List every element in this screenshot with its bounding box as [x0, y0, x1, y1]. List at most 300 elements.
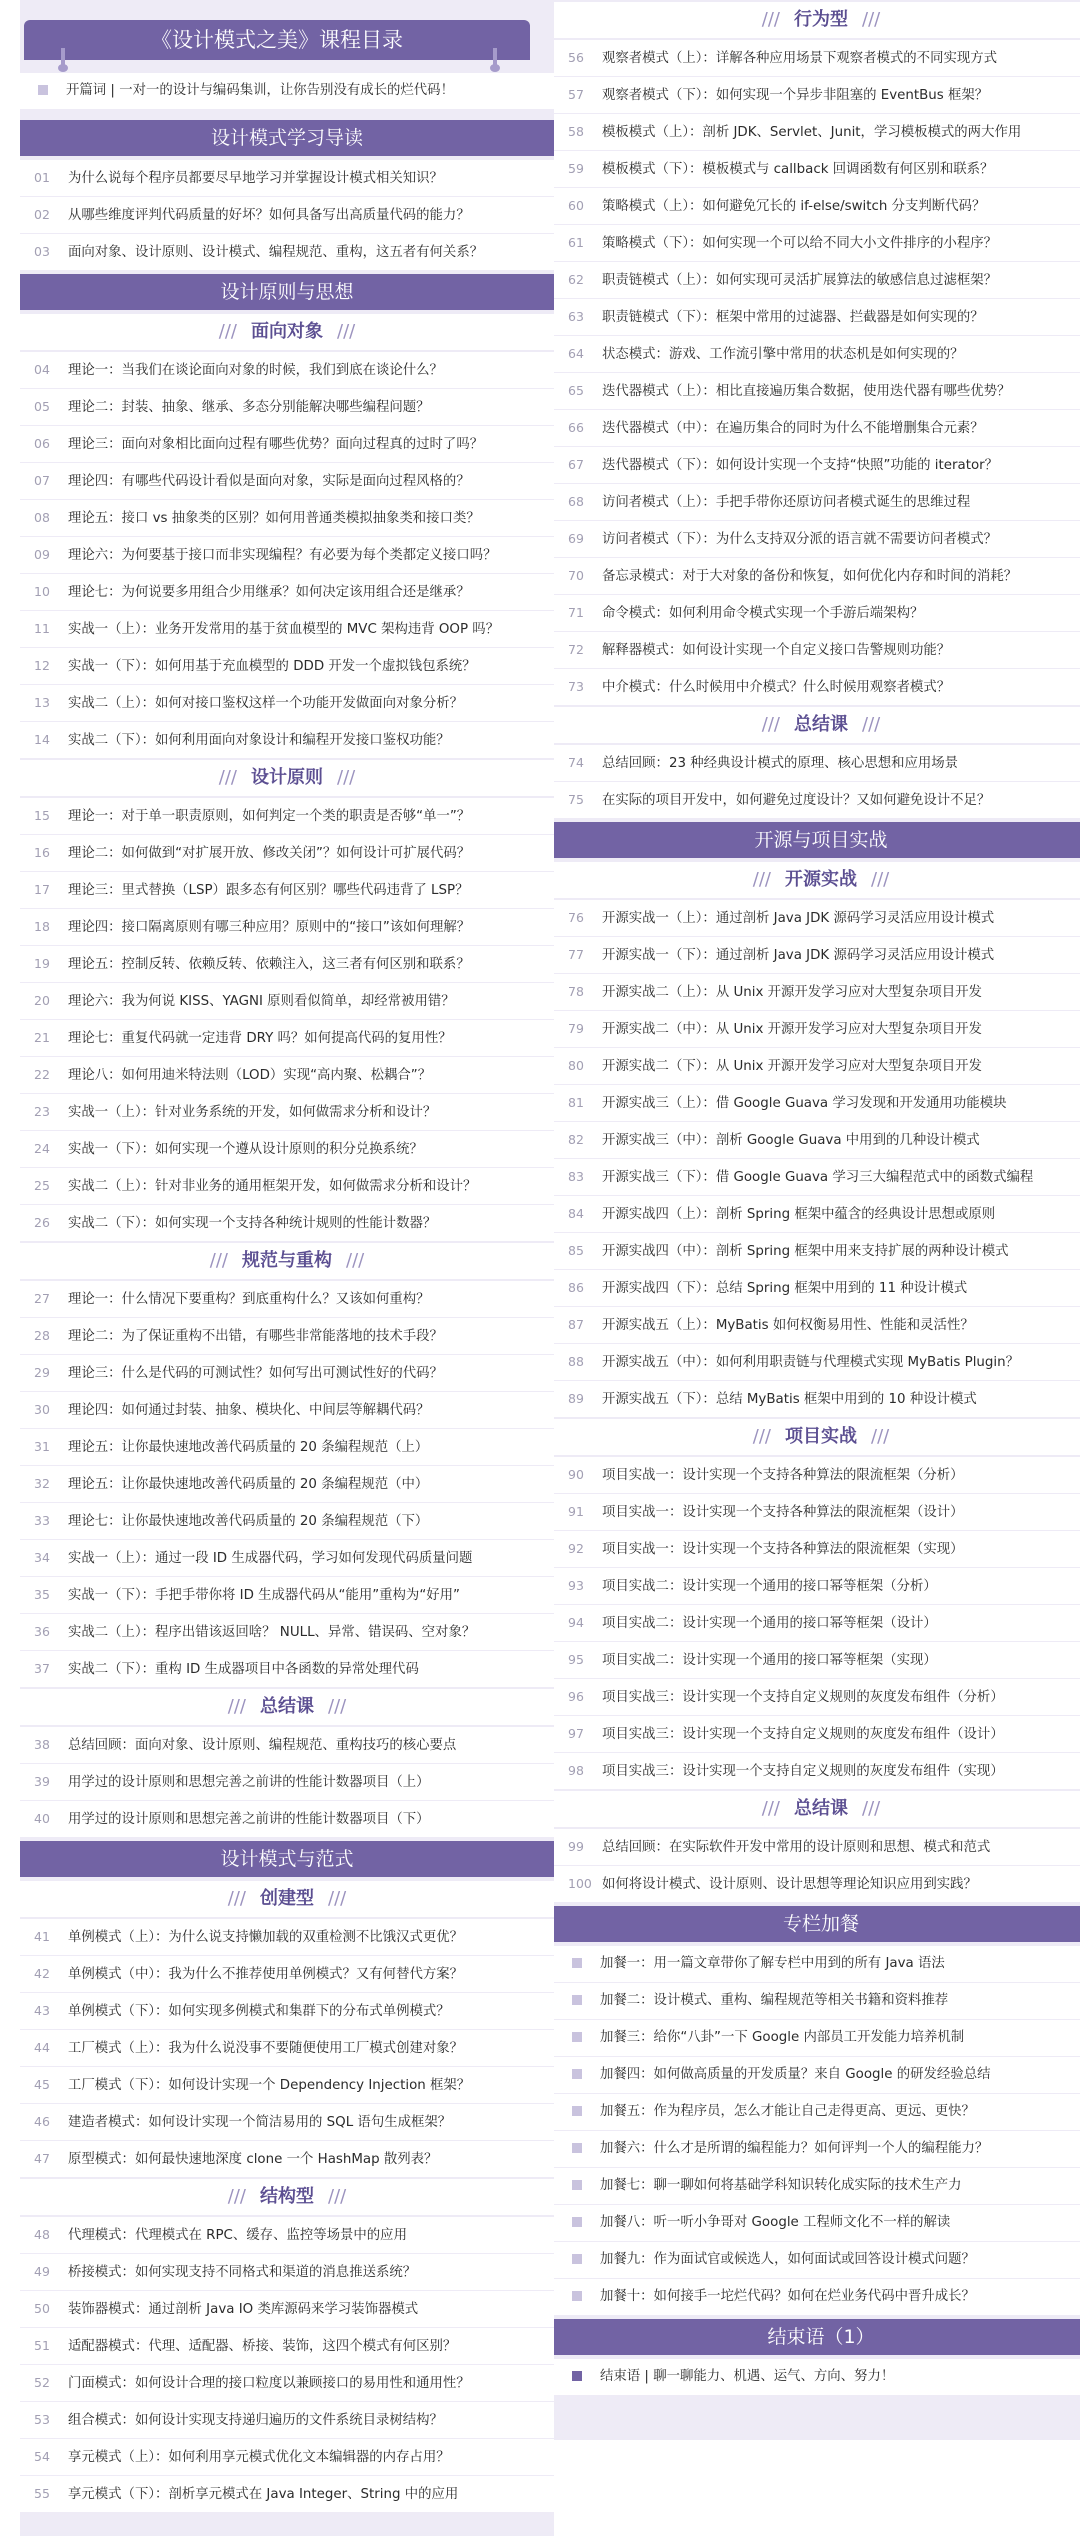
lesson-item[interactable]: [20, 1094, 554, 1130]
lesson-item[interactable]: [554, 1531, 1080, 1567]
lesson-number: 02: [34, 207, 50, 222]
lesson-number: 44: [34, 2040, 50, 2055]
lesson-item[interactable]: [554, 151, 1080, 187]
lesson-number: 45: [34, 2077, 50, 2092]
lesson-title: 总结回顾：23 种经典设计模式的原理、核心思想和应用场景: [602, 756, 959, 771]
lesson-item[interactable]: [554, 521, 1080, 557]
lesson-title: 模板模式（下）：模板模式与 callback 回调函数有何区别和联系？: [602, 162, 994, 177]
lesson-number: 42: [34, 1966, 50, 1981]
lesson-item[interactable]: [20, 798, 554, 834]
lesson-number: 83: [568, 1169, 584, 1184]
lesson-item[interactable]: [20, 463, 554, 499]
subsection-label: 总结课: [794, 714, 848, 735]
lesson-item[interactable]: [20, 2328, 554, 2364]
lesson-number: 52: [34, 2375, 50, 2390]
bonus-item[interactable]: [554, 2279, 1080, 2315]
lesson-title: 适配器模式：代理、适配器、桥接、装饰，这四个模式有何区别？: [68, 2339, 457, 2354]
lesson-number: 34: [34, 1550, 50, 1565]
lesson-item[interactable]: [554, 1753, 1080, 1789]
lesson-item[interactable]: [554, 410, 1080, 446]
subsection-header: [20, 1689, 554, 1725]
lesson-item[interactable]: [20, 426, 554, 462]
lesson-item[interactable]: [554, 1381, 1080, 1417]
lesson-number: 10: [34, 584, 50, 599]
lesson-item[interactable]: [554, 1494, 1080, 1530]
bonus-item[interactable]: [554, 2131, 1080, 2167]
lesson-item[interactable]: [20, 1727, 554, 1763]
lesson-title: 开源实战二（中）：从 Unix 开源开发学习应对大型复杂项目开发: [602, 1022, 982, 1037]
lesson-title: 总结回顾：面向对象、设计原则、编程规范、重构技巧的核心要点: [68, 1738, 457, 1753]
bonus-title: 加餐十：如何接手一坨烂代码？如何在烂业务代码中晋升成长？: [600, 2289, 975, 2304]
lesson-item[interactable]: [20, 1577, 554, 1613]
lesson-title: 理论四：有哪些代码设计看似是面向对象，实际是面向过程风格的？: [68, 474, 470, 489]
lesson-item[interactable]: [554, 900, 1080, 936]
lesson-item[interactable]: [20, 1205, 554, 1241]
lesson-item[interactable]: [554, 1344, 1080, 1380]
lesson-title: 开源实战三（下）：借 Google Guava 学习三大编程范式中的函数式编程: [602, 1170, 1034, 1185]
lesson-item[interactable]: [20, 234, 554, 270]
lesson-number: 61: [568, 235, 584, 250]
subsection-header: [554, 1791, 1080, 1827]
lesson-title: 职责链模式（上）：如何实现可灵活扩展算法的敏感信息过滤框架？: [602, 273, 998, 288]
lesson-item[interactable]: [554, 937, 1080, 973]
lesson-number: 57: [568, 87, 584, 102]
lesson-number: 47: [34, 2151, 50, 2166]
lesson-item[interactable]: [20, 389, 554, 425]
lesson-item[interactable]: [554, 1457, 1080, 1493]
lesson-number: 97: [568, 1726, 584, 1741]
lesson-number: 77: [568, 947, 584, 962]
lesson-item[interactable]: [554, 1679, 1080, 1715]
slash-decoration: ///: [871, 1426, 890, 1447]
lesson-item[interactable]: [20, 1540, 554, 1576]
lesson-title: 迭代器模式（中）：在遍历集合的同时为什么不能增删集合元素？: [602, 421, 984, 436]
bonus-title: 加餐八：听一听小争哥对 Google 工程师文化不一样的解读: [600, 2215, 951, 2230]
lesson-number: 32: [34, 1476, 50, 1491]
lesson-item[interactable]: [20, 2030, 554, 2066]
lesson-number: 15: [34, 808, 50, 823]
lesson-number: 82: [568, 1132, 584, 1147]
section-header: 设计模式学习导读: [20, 120, 554, 156]
lesson-item[interactable]: [20, 2217, 554, 2253]
lesson-item[interactable]: [554, 632, 1080, 668]
lesson-title: 开源实战五（上）：MyBatis 如何权衡易用性、性能和灵活性？: [602, 1318, 974, 1333]
lesson-number: 49: [34, 2264, 50, 2279]
lesson-number: 29: [34, 1365, 50, 1380]
intro-text: 开篇词 | 一对一的设计与编码集训，让你告别没有成长的烂代码！: [66, 83, 454, 98]
lesson-item[interactable]: [554, 1829, 1080, 1865]
lesson-item[interactable]: [20, 2439, 554, 2475]
lesson-title: 如何将设计模式、设计原则、设计思想等理论知识应用到实践？: [602, 1877, 977, 1892]
pin-icon: [58, 48, 68, 72]
lesson-item[interactable]: [20, 1801, 554, 1837]
lesson-number: 06: [34, 436, 50, 451]
subsection-header: [20, 760, 554, 796]
lesson-title: 享元模式（下）：剖析享元模式在 Java Integer、String 中的应用: [68, 2487, 459, 2502]
lesson-item[interactable]: [20, 648, 554, 684]
lesson-title: 实战一（上）：针对业务系统的开发，如何做需求分析和设计？: [68, 1105, 437, 1120]
lesson-item[interactable]: [20, 197, 554, 233]
lesson-item[interactable]: [554, 1866, 1080, 1902]
lesson-item[interactable]: [554, 558, 1080, 594]
lesson-item[interactable]: [20, 1168, 554, 1204]
lesson-title: 项目实战一：设计实现一个支持各种算法的限流框架（设计）: [602, 1505, 964, 1520]
lesson-title: 理论一：当我们在谈论面向对象的时候，我们到底在谈论什么？: [68, 363, 443, 378]
lesson-title: 理论六：为何要基于接口而非实现编程？有必要为每个类都定义接口吗？: [68, 548, 497, 563]
lesson-item[interactable]: [20, 2254, 554, 2290]
subsection-label: 面向对象: [251, 321, 323, 342]
left-column: [20, 0, 554, 2536]
lesson-item[interactable]: [554, 595, 1080, 631]
lesson-item[interactable]: [20, 611, 554, 647]
lesson-title: 理论七：为何说要多用组合少用继承？如何决定该用组合还是继承？: [68, 585, 470, 600]
lesson-number: 90: [568, 1467, 584, 1482]
lesson-number: 22: [34, 1067, 50, 1082]
lesson-number: 65: [568, 383, 584, 398]
lesson-item[interactable]: [20, 2476, 554, 2512]
lesson-title: 访问者模式（下）：为什么支持双分派的语言就不需要访问者模式？: [602, 532, 998, 547]
square-bullet-icon: [38, 85, 48, 95]
lesson-number: 14: [34, 732, 50, 747]
lesson-title: 理论四：接口隔离原则有哪三种应用？原则中的“接口”该如何理解？: [68, 920, 471, 935]
lesson-title: 实战二（上）：如何对接口鉴权这样一个功能开发做面向对象分析？: [68, 696, 464, 711]
slash-decoration: ///: [752, 869, 771, 890]
lesson-title: 观察者模式（上）：详解各种应用场景下观察者模式的不同实现方式: [602, 51, 998, 66]
lesson-number: 41: [34, 1929, 50, 1944]
lesson-item[interactable]: [554, 782, 1080, 818]
lesson-title: 开源实战四（下）：总结 Spring 框架中用到的 11 种设计模式: [602, 1281, 968, 1296]
lesson-item[interactable]: [554, 669, 1080, 705]
lesson-title: 理论一：对于单一职责原则，如何判定一个类的职责是否够“单一”？: [68, 809, 471, 824]
lesson-title: 模板模式（上）：剖析 JDK、Servlet、Junit，学习模板模式的两大作用: [602, 125, 1022, 140]
bonus-title: 加餐七：聊一聊如何将基础学科知识转化成实际的技术生产力: [600, 2178, 962, 2193]
bonus-item[interactable]: [554, 2168, 1080, 2204]
bonus-item[interactable]: [554, 2205, 1080, 2241]
lesson-item[interactable]: [20, 1993, 554, 2029]
lesson-item[interactable]: [20, 983, 554, 1019]
slash-decoration: ///: [337, 321, 356, 342]
lesson-item[interactable]: [20, 352, 554, 388]
lesson-number: 69: [568, 531, 584, 546]
lesson-item[interactable]: [554, 1122, 1080, 1158]
lesson-title: 单例模式（上）：为什么说支持懒加载的双重检测不比饿汉式更优？: [68, 1930, 464, 1945]
lesson-title: 策略模式（下）：如何实现一个可以给不同大小文件排序的小程序？: [602, 236, 998, 251]
lesson-title: 在实际的项目开发中，如何避免过度设计？又如何避免设计不足？: [602, 793, 991, 808]
slash-decoration: ///: [328, 2186, 347, 2207]
lesson-item[interactable]: [554, 1642, 1080, 1678]
lesson-number: 24: [34, 1141, 50, 1156]
lesson-title: 门面模式：如何设计合理的接口粒度以兼顾接口的易用性和通用性？: [68, 2376, 470, 2391]
bonus-item[interactable]: [554, 2094, 1080, 2130]
lesson-item[interactable]: [20, 2141, 554, 2177]
square-bullet-icon: [572, 2180, 582, 2190]
lesson-item[interactable]: [554, 225, 1080, 261]
lesson-number: 30: [34, 1402, 50, 1417]
lesson-title: 实战一（下）：如何实现一个遵从设计原则的积分兑换系统？: [68, 1142, 423, 1157]
square-bullet-icon: [572, 2032, 582, 2042]
slash-decoration: ///: [862, 9, 881, 30]
lesson-item[interactable]: [20, 2104, 554, 2140]
lesson-number: 38: [34, 1737, 50, 1752]
lesson-item[interactable]: [554, 1011, 1080, 1047]
lesson-number: 26: [34, 1215, 50, 1230]
lesson-item[interactable]: [20, 1764, 554, 1800]
lesson-number: 25: [34, 1178, 50, 1193]
lesson-number: 78: [568, 984, 584, 999]
lesson-item[interactable]: [554, 40, 1080, 76]
bonus-item[interactable]: [554, 2359, 1080, 2395]
lesson-title: 理论五：控制反转、依赖反转、依赖注入，这三者有何区别和联系？: [68, 957, 470, 972]
lesson-number: 94: [568, 1615, 584, 1630]
lesson-item[interactable]: [20, 722, 554, 758]
lesson-item[interactable]: [554, 1159, 1080, 1195]
course-title-block: [20, 0, 554, 60]
lesson-item[interactable]: [20, 1429, 554, 1465]
square-bullet-icon: [572, 2254, 582, 2264]
lesson-item[interactable]: [20, 1651, 554, 1687]
lesson-item[interactable]: [554, 114, 1080, 150]
square-bullet-icon: [572, 2291, 582, 2301]
lesson-number: 88: [568, 1354, 584, 1369]
bonus-item[interactable]: [554, 1983, 1080, 2019]
lesson-title: 总结回顾：在实际软件开发中常用的设计原则和思想、模式和范式: [602, 1840, 991, 1855]
lesson-item[interactable]: [20, 2291, 554, 2327]
lesson-number: 27: [34, 1291, 50, 1306]
lesson-number: 67: [568, 457, 584, 472]
lesson-number: 68: [568, 494, 584, 509]
lesson-number: 16: [34, 845, 50, 860]
lesson-number: 87: [568, 1317, 584, 1332]
lesson-number: 23: [34, 1104, 50, 1119]
lesson-item[interactable]: [20, 1131, 554, 1167]
lesson-item[interactable]: [20, 574, 554, 610]
slash-decoration: ///: [218, 321, 237, 342]
lesson-item[interactable]: [20, 1466, 554, 1502]
lesson-number: 17: [34, 882, 50, 897]
lesson-number: 07: [34, 473, 50, 488]
lesson-item[interactable]: [20, 1057, 554, 1093]
lesson-title: 备忘录模式：对于大对象的备份和恢复，如何优化内存和时间的消耗？: [602, 569, 1018, 584]
lesson-item[interactable]: [20, 835, 554, 871]
lesson-number: 18: [34, 919, 50, 934]
slash-decoration: ///: [337, 767, 356, 788]
lesson-title: 开源实战三（中）：剖析 Google Guava 中用到的几种设计模式: [602, 1133, 980, 1148]
lesson-number: 81: [568, 1095, 584, 1110]
lesson-title: 理论七：让你最快速地改善代码质量的 20 条编程规范（下）: [68, 1514, 429, 1529]
lesson-number: 35: [34, 1587, 50, 1602]
lesson-title: 实战一（下）：手把手带你将 ID 生成器代码从“能用”重构为“好用”: [68, 1588, 460, 1603]
square-bullet-icon: [572, 1995, 582, 2005]
lesson-title: 理论三：面向对象相比面向过程有哪些优势？面向过程真的过时了吗？: [68, 437, 484, 452]
lesson-number: 98: [568, 1763, 584, 1778]
lesson-item[interactable]: [20, 909, 554, 945]
lesson-item[interactable]: [554, 1085, 1080, 1121]
lesson-item[interactable]: [20, 1281, 554, 1317]
lesson-number: 79: [568, 1021, 584, 1036]
lesson-title: 实战二（上）：程序出错该返回啥？ NULL、异常、错误码、空对象？: [68, 1625, 476, 1640]
slash-decoration: ///: [761, 714, 780, 735]
lesson-item[interactable]: [554, 299, 1080, 335]
lesson-item[interactable]: [554, 1196, 1080, 1232]
lesson-title: 理论二：为了保证重构不出错，有哪些非常能落地的技术手段？: [68, 1329, 443, 1344]
slash-decoration: ///: [862, 1798, 881, 1819]
lesson-item[interactable]: [20, 2067, 554, 2103]
lesson-item[interactable]: [554, 262, 1080, 298]
lesson-item[interactable]: [20, 1355, 554, 1391]
lesson-number: 91: [568, 1504, 584, 1519]
lesson-item[interactable]: [554, 373, 1080, 409]
lesson-title: 实战一（上）：业务开发常用的基于贫血模型的 MVC 架构违背 OOP 吗？: [68, 622, 500, 637]
lesson-title: 面向对象、设计原则、设计模式、编程规范、重构，这五者有何关系？: [68, 245, 484, 260]
square-bullet-icon: [572, 2217, 582, 2227]
lesson-number: 54: [34, 2449, 50, 2464]
section-header: 开源与项目实战: [554, 822, 1080, 858]
lesson-number: 89: [568, 1391, 584, 1406]
lesson-title: 理论二：如何做到“对扩展开放、修改关闭”？如何设计可扩展代码？: [68, 846, 471, 861]
course-title: 《设计模式之美》课程目录: [24, 20, 530, 60]
lesson-item[interactable]: [554, 745, 1080, 781]
lesson-number: 04: [34, 362, 50, 377]
lesson-number: 11: [34, 621, 50, 636]
lesson-item[interactable]: [554, 1048, 1080, 1084]
slash-decoration: ///: [761, 1798, 780, 1819]
section-header: 设计原则与思想: [20, 274, 554, 310]
lesson-number: 20: [34, 993, 50, 1008]
lesson-title: 访问者模式（上）：手把手带你还原访问者模式诞生的思维过程: [602, 495, 971, 510]
lesson-item[interactable]: [554, 1270, 1080, 1306]
lesson-title: 实战二（下）：如何实现一个支持各种统计规则的性能计数器？: [68, 1216, 437, 1231]
lesson-title: 解释器模式：如何设计实现一个自定义接口告警规则功能？: [602, 643, 951, 658]
intro-item[interactable]: [20, 73, 554, 109]
lesson-number: 59: [568, 161, 584, 176]
lesson-number: 51: [34, 2338, 50, 2353]
lesson-item[interactable]: [20, 1392, 554, 1428]
lesson-item[interactable]: [554, 1233, 1080, 1269]
lesson-number: 56: [568, 50, 584, 65]
square-bullet-icon: [572, 2069, 582, 2079]
lesson-title: 理论八：如何用迪米特法则（LOD）实现“高内聚、松耦合”？: [68, 1068, 432, 1083]
lesson-title: 实战一（上）：通过一段 ID 生成器代码，学习如何发现代码质量问题: [68, 1551, 473, 1566]
lesson-number: 75: [568, 792, 584, 807]
lesson-item[interactable]: [20, 1956, 554, 1992]
pin-icon: [490, 48, 500, 72]
lesson-number: 21: [34, 1030, 50, 1045]
subsection-label: 结构型: [260, 2186, 314, 2207]
lesson-item[interactable]: [554, 77, 1080, 113]
lesson-item[interactable]: [554, 188, 1080, 224]
lesson-number: 31: [34, 1439, 50, 1454]
lesson-number: 84: [568, 1206, 584, 1221]
subsection-header: [554, 707, 1080, 743]
bonus-title: 加餐四：如何做高质量的开发质量？来自 Google 的研发经验总结: [600, 2067, 991, 2082]
subsection-label: 规范与重构: [242, 1250, 332, 1271]
lesson-title: 享元模式（上）：如何利用享元模式优化文本编辑器的内存占用？: [68, 2450, 450, 2465]
bonus-item[interactable]: [554, 2020, 1080, 2056]
lesson-item[interactable]: [20, 1614, 554, 1650]
lesson-item[interactable]: [20, 160, 554, 196]
lesson-item[interactable]: [554, 974, 1080, 1010]
lesson-item[interactable]: [554, 484, 1080, 520]
lesson-item[interactable]: [20, 1318, 554, 1354]
bonus-title: 结束语 | 聊一聊能力、机遇、运气、方向、努力！: [600, 2369, 895, 2384]
lesson-number: 95: [568, 1652, 584, 1667]
lesson-item[interactable]: [20, 1503, 554, 1539]
lesson-number: 86: [568, 1280, 584, 1295]
lesson-item[interactable]: [20, 872, 554, 908]
lesson-title: 桥接模式：如何实现支持不同格式和渠道的消息推送系统？: [68, 2265, 417, 2280]
section-header: 结束语（1）: [554, 2319, 1080, 2355]
lesson-number: 73: [568, 679, 584, 694]
subsection-header: [554, 862, 1080, 898]
lesson-item[interactable]: [20, 946, 554, 982]
lesson-item[interactable]: [20, 685, 554, 721]
subsection-label: 项目实战: [785, 1426, 857, 1447]
lesson-item[interactable]: [20, 500, 554, 536]
lesson-number: 92: [568, 1541, 584, 1556]
lesson-title: 理论四：如何通过封装、抽象、模块化、中间层等解耦代码？: [68, 1403, 430, 1418]
lesson-item[interactable]: [554, 336, 1080, 372]
lesson-title: 职责链模式（下）：框架中常用的过滤器、拦截器是如何实现的？: [602, 310, 984, 325]
lesson-number: 63: [568, 309, 584, 324]
lesson-number: 19: [34, 956, 50, 971]
lesson-number: 66: [568, 420, 584, 435]
lesson-title: 命令模式：如何利用命令模式实现一个手游后端架构？: [602, 606, 924, 621]
lesson-item[interactable]: [20, 537, 554, 573]
lesson-title: 理论一：什么情况下要重构？到底重构什么？又该如何重构？: [68, 1292, 430, 1307]
bonus-title: 加餐一：用一篇文章带你了解专栏中用到的所有 Java 语法: [600, 1956, 945, 1971]
lesson-title: 项目实战二：设计实现一个通用的接口幂等框架（实现）: [602, 1653, 937, 1668]
subsection-header: [554, 1419, 1080, 1455]
lesson-title: 单例模式（下）：如何实现多例模式和集群下的分布式单例模式？: [68, 2004, 450, 2019]
lesson-title: 理论三：里式替换（LSP）跟多态有何区别？哪些代码违背了 LSP？: [68, 883, 469, 898]
bonus-item[interactable]: [554, 2242, 1080, 2278]
lesson-item[interactable]: [554, 447, 1080, 483]
lesson-title: 策略模式（上）：如何避免冗长的 if-else/switch 分支判断代码？: [602, 199, 986, 214]
lesson-item[interactable]: [20, 2365, 554, 2401]
lesson-item[interactable]: [554, 1605, 1080, 1641]
lesson-item[interactable]: [20, 2402, 554, 2438]
slash-decoration: ///: [227, 2186, 246, 2207]
lesson-title: 项目实战三：设计实现一个支持自定义规则的灰度发布组件（实现）: [602, 1764, 1004, 1779]
bonus-item[interactable]: [554, 1946, 1080, 1982]
lesson-number: 37: [34, 1661, 50, 1676]
lesson-number: 46: [34, 2114, 50, 2129]
lesson-title: 原型模式：如何最快速地深度 clone 一个 HashMap 散列表？: [68, 2152, 438, 2167]
lesson-item[interactable]: [554, 1716, 1080, 1752]
slash-decoration: ///: [328, 1888, 347, 1909]
bonus-item[interactable]: [554, 2057, 1080, 2093]
lesson-number: 40: [34, 1811, 50, 1826]
subsection-header: [20, 314, 554, 350]
lesson-title: 迭代器模式（上）：相比直接遍历集合数据，使用迭代器有哪些优势？: [602, 384, 1011, 399]
lesson-title: 项目实战三：设计实现一个支持自定义规则的灰度发布组件（分析）: [602, 1690, 1004, 1705]
lesson-title: 单例模式（中）：我为什么不推荐使用单例模式？又有何替代方案？: [68, 1967, 464, 1982]
lesson-title: 项目实战一：设计实现一个支持各种算法的限流框架（实现）: [602, 1542, 964, 1557]
slash-decoration: ///: [218, 767, 237, 788]
lesson-title: 组合模式：如何设计实现支持递归遍历的文件系统目录树结构？: [68, 2413, 443, 2428]
lesson-item[interactable]: [554, 1307, 1080, 1343]
lesson-title: 项目实战一：设计实现一个支持各种算法的限流框架（分析）: [602, 1468, 964, 1483]
slash-decoration: ///: [862, 714, 881, 735]
slash-decoration: ///: [761, 9, 780, 30]
lesson-number: 64: [568, 346, 584, 361]
lesson-item[interactable]: [554, 1568, 1080, 1604]
lesson-item[interactable]: [20, 1919, 554, 1955]
lesson-title: 开源实战一（上）：通过剖析 Java JDK 源码学习灵活应用设计模式: [602, 911, 995, 926]
lesson-number: 03: [34, 244, 50, 259]
lesson-item[interactable]: [20, 1020, 554, 1056]
lesson-number: 96: [568, 1689, 584, 1704]
